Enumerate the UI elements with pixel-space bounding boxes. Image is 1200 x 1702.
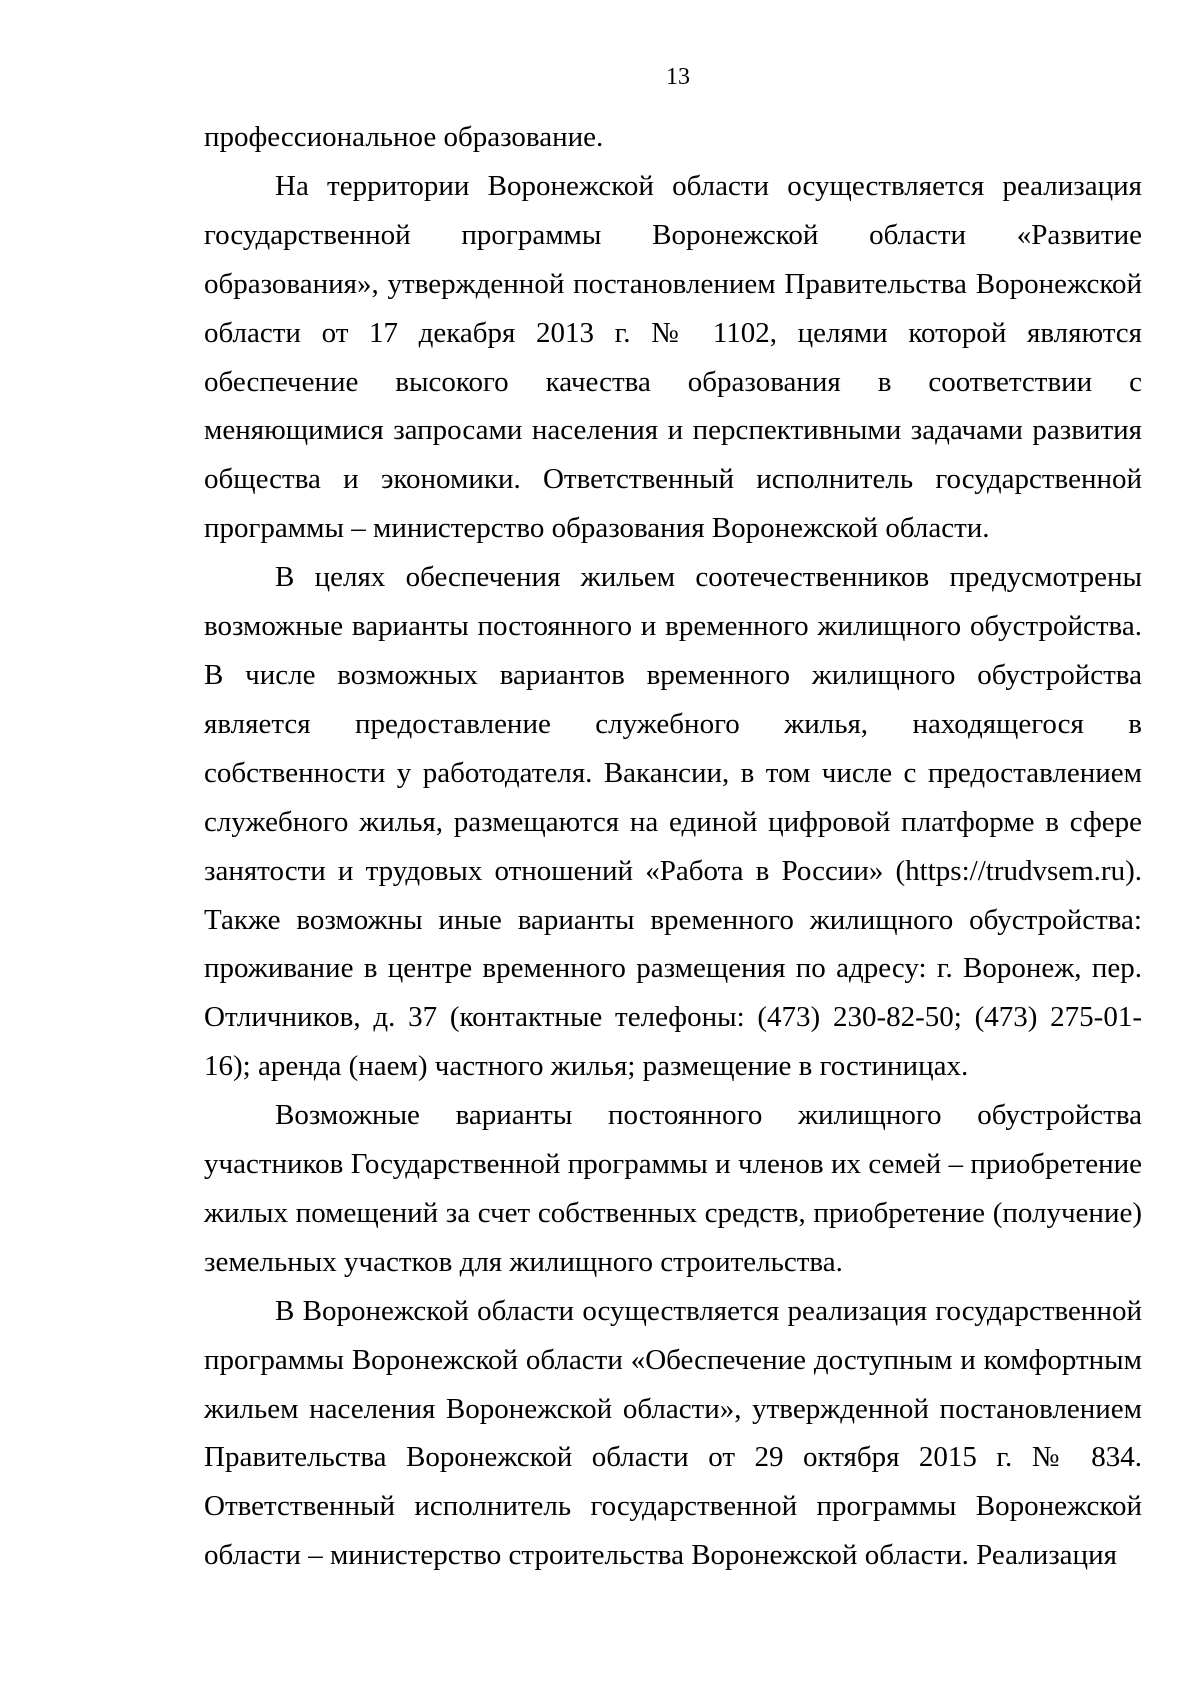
paragraph-education-program: На территории Воронежской области осуществляется реализация государственной программы Воронежской области «Развитие образования», утвержденной постановлением Правительства Воронежской области от 17 декабря 2013 г. № 1102, целями которой являются обеспечение высокого качества образования в соответствии с меняющимися запросами населения и перспективными задачами развития общества и экономики. Ответственный исполнитель государственной программы – министерство образования Воронежской области.: [204, 169, 1142, 545]
paragraph-permanent-housing: Возможные варианты постоянного жилищного обустройства участников Государственной программы и членов их семей – приобретение жилых помещений за счет собственных средств, приобретение (получение) земельных участков для жилищного строительства.: [204, 1099, 1142, 1278]
page-number: 13: [666, 64, 690, 90]
document-body: [204, 113, 1142, 1580]
paragraph-housing-options: В целях обеспечения жильем соотечественников предусмотрены возможные варианты постоянного и временного жилищного обустройства. В числе возможных вариантов временного жилищного обустройства является предоставление служебного жилья, находящегося в собственности у работодателя. Вакансии, в том числе с предоставлением служебного жилья, размещаются на единой цифровой платформе в сфере занятости и трудовых отношений «Работа в России» (https://trudvsem.ru). Также возможны иные варианты временного жилищного обустройства: проживание в центре временного размещения по адресу: г. Воронеж, пер. Отличников, д. 37 (контактные телефоны: (473) 230-82-50; (473) 275-01-16); аренда (наем) частного жилья; размещение в гостиницах.: [204, 561, 1142, 1083]
paragraph-housing-program: В Воронежской области осуществляется реализация государственной программы Воронежской области «Обеспечение доступным и комфортным жильем населения Воронежской области», утвержденной постановлением Правительства Воронежской области от 29 октября 2015 г. № 834. Ответственный исполнитель государственной программы Воронежской области – министерство строительства Воронежской области. Реализация: [204, 1294, 1142, 1572]
paragraph-continuation: профессиональное образование.: [204, 121, 604, 153]
